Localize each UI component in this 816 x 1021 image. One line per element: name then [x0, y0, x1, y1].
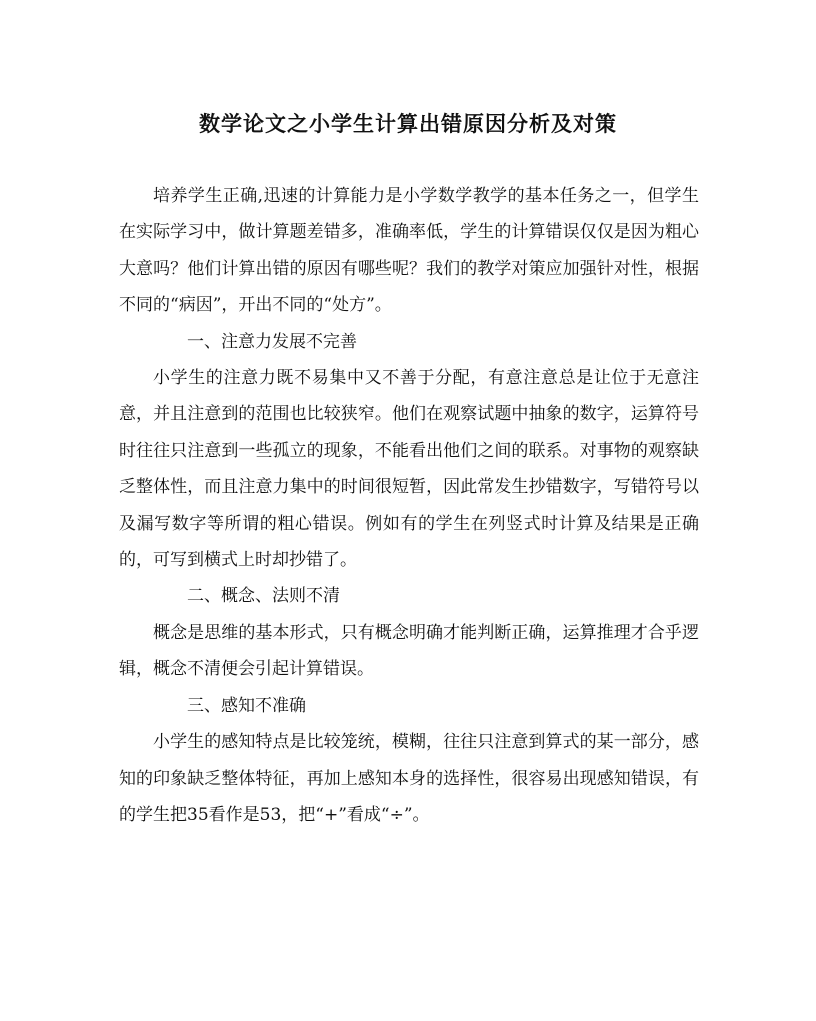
section-paragraph-3: 小学生的感知特点是比较笼统，模糊，往往只注意到算式的某一部分，感知的印象缺乏整体特征，再加上感知本身的选择性，很容易出现感知错误，有的学生把35看作是53，把“+”看成“÷”。 [119, 732, 699, 825]
section-paragraph-2: 概念是思维的基本形式，只有概念明确才能判断正确，运算推理才合乎逻辑，概念不清便会引起计算错误。 [119, 622, 699, 680]
section-heading-3: 三、感知不准确 [187, 695, 306, 716]
section-heading-2: 二、概念、法则不清 [187, 586, 340, 607]
document-title: 数学论文之小学生计算出错原因分析及对策 [199, 111, 617, 136]
intro-paragraph: 培养学生正确,迅速的计算能力是小学数学教学的基本任务之一，但学生在实际学习中，做计算题差错多，准确率低，学生的计算错误仅仅是因为粗心大意吗？他们计算出错的原因有哪些呢？我们的教学对策应加强针对性，根据不同的“病因”，开出不同的“处方”。 [119, 186, 699, 316]
document-body [119, 178, 699, 833]
section-heading-1: 一、注意力发展不完善 [187, 331, 357, 352]
section-paragraph-1: 小学生的注意力既不易集中又不善于分配，有意注意总是让位于无意注意，并且注意到的范围也比较狭窄。他们在观察试题中抽象的数字，运算符号时往往只注意到一些孤立的现象，不能看出他们之间的联系。对事物的观察缺乏整体性，而且注意力集中的时间很短暂，因此常发生抄错数字，写错符号以及漏写数字等所谓的粗心错误。例如有的学生在列竖式时计算及结果是正确的，可写到横式上时却抄错了。 [119, 368, 699, 571]
